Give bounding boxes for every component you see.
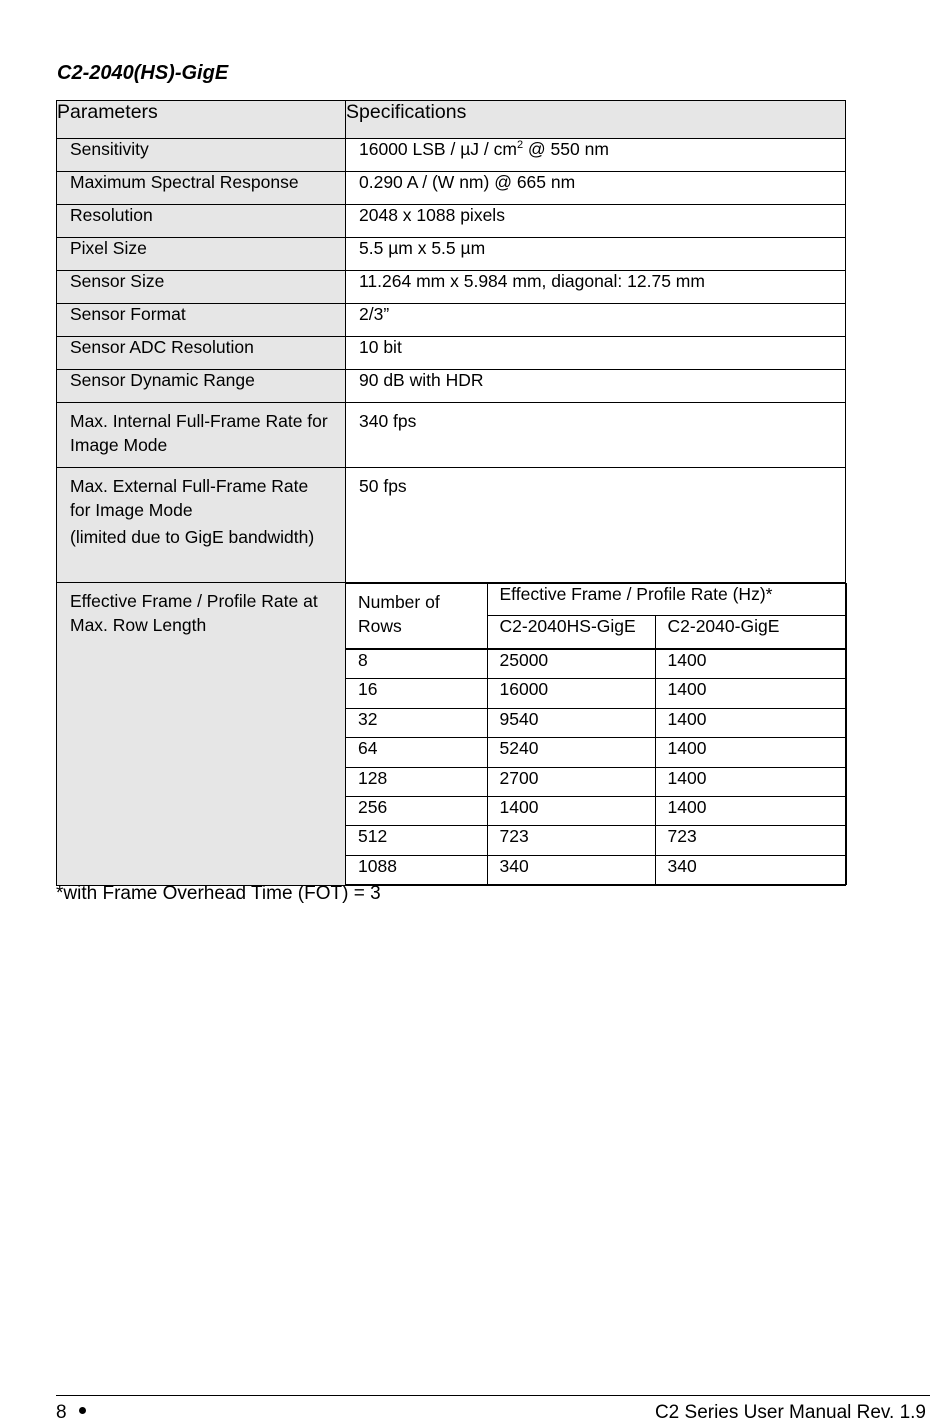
table-row bbox=[346, 796, 846, 825]
specifications-table bbox=[56, 100, 846, 886]
spec-text: 16000 LSB / µJ / cm bbox=[359, 139, 517, 159]
table-row bbox=[346, 650, 846, 679]
std-rate-value: 1400 bbox=[655, 738, 846, 767]
hs-rate-value: 16000 bbox=[487, 679, 655, 708]
table-row bbox=[57, 468, 846, 583]
spec-cell: 50 fps bbox=[346, 468, 846, 583]
effective-rate-row bbox=[57, 583, 846, 886]
rows-value: 32 bbox=[346, 708, 487, 737]
section-title: C2-2040(HS)-GigE bbox=[57, 62, 229, 84]
param-cell: Sensor Format bbox=[57, 304, 346, 337]
page-number bbox=[56, 1402, 86, 1424]
rows-value: 256 bbox=[346, 796, 487, 825]
spec-cell: 2/3” bbox=[346, 304, 846, 337]
effective-rate-subtable-cell bbox=[346, 583, 846, 886]
std-rate-value: 340 bbox=[655, 855, 846, 884]
effective-rate-subtable bbox=[346, 583, 847, 885]
hs-rate-value: 5240 bbox=[487, 738, 655, 767]
rows-value: 1088 bbox=[346, 855, 487, 884]
hs-rate-value: 723 bbox=[487, 826, 655, 855]
model-hs-label: C2-2040HS-GigE bbox=[487, 616, 655, 649]
spec-superscript: 2 bbox=[516, 139, 524, 152]
spec-cell: 340 fps bbox=[346, 403, 846, 468]
table-row bbox=[57, 304, 846, 337]
header-parameters: Parameters bbox=[57, 101, 346, 139]
rows-value: 64 bbox=[346, 738, 487, 767]
hs-rate-value: 340 bbox=[487, 855, 655, 884]
rows-value: 16 bbox=[346, 679, 487, 708]
param-text: Max. External Full-Frame Rate for Image Mode bbox=[70, 476, 309, 520]
table-row bbox=[57, 370, 846, 403]
hs-rate-value: 9540 bbox=[487, 708, 655, 737]
spec-cell: 2048 x 1088 pixels bbox=[346, 205, 846, 238]
table-row bbox=[346, 708, 846, 737]
hs-rate-value: 2700 bbox=[487, 767, 655, 796]
std-rate-value: 1400 bbox=[655, 708, 846, 737]
footer-document-title: C2 Series User Manual Rev. 1.9 bbox=[654, 1402, 926, 1423]
param-note: (limited due to GigE bandwidth) bbox=[70, 527, 315, 547]
param-cell: Pixel Size bbox=[57, 238, 346, 271]
spec-cell: 10 bit bbox=[346, 337, 846, 370]
param-cell: Resolution bbox=[57, 205, 346, 238]
table-row bbox=[346, 738, 846, 767]
table-row bbox=[57, 172, 846, 205]
table-row bbox=[57, 205, 846, 238]
table-row bbox=[57, 337, 846, 370]
table-row bbox=[346, 855, 846, 884]
param-cell: Effective Frame / Profile Rate at Max. Row Length bbox=[57, 583, 346, 886]
spec-cell: 5.5 µm x 5.5 µm bbox=[346, 238, 846, 271]
page-number-text: 8 bbox=[56, 1402, 67, 1423]
rows-value: 8 bbox=[346, 650, 487, 679]
table-row bbox=[57, 271, 846, 304]
param-cell: Sensor Dynamic Range bbox=[57, 370, 346, 403]
footer-divider bbox=[56, 1395, 930, 1396]
std-rate-value: 1400 bbox=[655, 679, 846, 708]
table-row bbox=[57, 238, 846, 271]
table-header-row bbox=[57, 101, 846, 139]
param-cell: Sensitivity bbox=[57, 139, 346, 172]
spec-cell: 90 dB with HDR bbox=[346, 370, 846, 403]
table-row bbox=[346, 767, 846, 796]
param-cell: Sensor Size bbox=[57, 271, 346, 304]
std-rate-value: 723 bbox=[655, 826, 846, 855]
rows-value: 128 bbox=[346, 767, 487, 796]
subtable-header-row bbox=[346, 584, 846, 616]
spec-cell: 11.264 mm x 5.984 mm, diagonal: 12.75 mm bbox=[346, 271, 846, 304]
hs-rate-value: 1400 bbox=[487, 796, 655, 825]
param-cell: Sensor ADC Resolution bbox=[57, 337, 346, 370]
footnote: *with Frame Overhead Time (FOT) = 3 bbox=[56, 883, 381, 904]
spec-text-after: @ 550 nm bbox=[523, 139, 609, 159]
hs-rate-value: 25000 bbox=[487, 650, 655, 679]
table-row bbox=[57, 139, 846, 172]
rate-label: Effective Frame / Profile Rate (Hz)* bbox=[487, 584, 846, 616]
param-cell bbox=[57, 468, 346, 583]
table-row bbox=[346, 679, 846, 708]
rows-label: Number of Rows bbox=[346, 584, 487, 649]
rows-value: 512 bbox=[346, 826, 487, 855]
std-rate-value: 1400 bbox=[655, 767, 846, 796]
param-cell: Max. Internal Full-Frame Rate for Image Mode bbox=[57, 403, 346, 468]
header-specifications: Specifications bbox=[346, 101, 846, 139]
table-row bbox=[346, 826, 846, 855]
std-rate-value: 1400 bbox=[655, 796, 846, 825]
bullet-icon bbox=[79, 1407, 86, 1414]
table-row bbox=[57, 403, 846, 468]
model-std-label: C2-2040-GigE bbox=[655, 616, 846, 649]
spec-cell bbox=[346, 139, 846, 172]
param-cell: Maximum Spectral Response bbox=[57, 172, 346, 205]
std-rate-value: 1400 bbox=[655, 650, 846, 679]
spec-cell: 0.290 A / (W nm) @ 665 nm bbox=[346, 172, 846, 205]
